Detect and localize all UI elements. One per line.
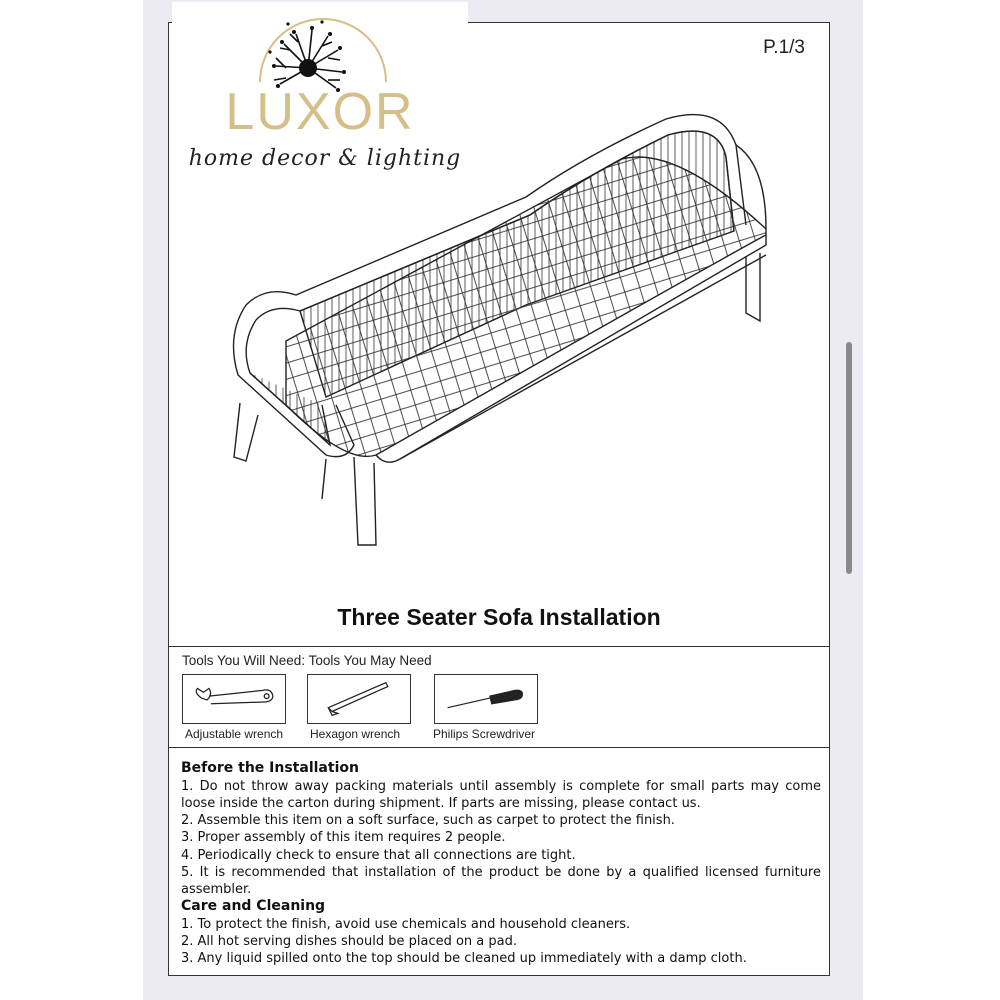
tool-hexagon-wrench bbox=[307, 674, 411, 724]
tool-label-hexagon-wrench: Hexagon wrench bbox=[310, 727, 401, 741]
before-item: 1. Do not throw away packing materials until assembly is complete for small parts may come loose inside the carton during shipment. If parts are missing, please contact us. bbox=[181, 778, 821, 811]
care-item: 2. All hot serving dishes should be placed on a pad. bbox=[181, 933, 518, 949]
hexagon-wrench-icon bbox=[308, 675, 410, 723]
care-item: 3. Any liquid spilled onto the top should be cleaned up immediately with a damp cloth. bbox=[181, 951, 747, 967]
tool-label-adjustable-wrench: Adjustable wrench bbox=[185, 727, 284, 741]
care-item: 1. To protect the finish, avoid use chemicals and household cleaners. bbox=[181, 916, 631, 932]
logo-tagline: home decor & lighting bbox=[188, 146, 462, 171]
before-item: 5. It is recommended that installation of the product be done by a qualified licensed furniture assembler. bbox=[181, 864, 821, 898]
tool-label-screwdriver: Philips Screwdriver bbox=[433, 727, 536, 741]
before-item: 3. Proper assembly of this item requires 2 people. bbox=[181, 830, 506, 846]
scrollbar-thumb[interactable] bbox=[846, 342, 852, 574]
before-item: 2. Assemble this item on a soft surface, such as carpet to protect the finish. bbox=[181, 813, 675, 829]
document-title: Three Seater Sofa Installation bbox=[337, 604, 661, 630]
logo-wordmark: LUXOR bbox=[225, 83, 415, 141]
care-cleaning-heading: Care and Cleaning bbox=[181, 898, 326, 914]
before-installation-section bbox=[181, 760, 821, 899]
before-installation-heading: Before the Installation bbox=[181, 760, 359, 776]
screwdriver-icon bbox=[435, 675, 537, 723]
tool-screwdriver bbox=[434, 674, 538, 724]
page-number: P.1/3 bbox=[763, 37, 805, 58]
divider-bottom bbox=[168, 747, 830, 748]
before-item: 4. Periodically check to ensure that all connections are tight. bbox=[181, 847, 576, 863]
care-cleaning-section bbox=[181, 898, 821, 967]
sofa-illustration bbox=[226, 105, 776, 553]
tools-heading: Tools You Will Need: Tools You May Need bbox=[182, 653, 432, 668]
tool-adjustable-wrench bbox=[182, 674, 286, 724]
adjustable-wrench-icon bbox=[183, 675, 285, 723]
divider-top bbox=[168, 646, 830, 647]
